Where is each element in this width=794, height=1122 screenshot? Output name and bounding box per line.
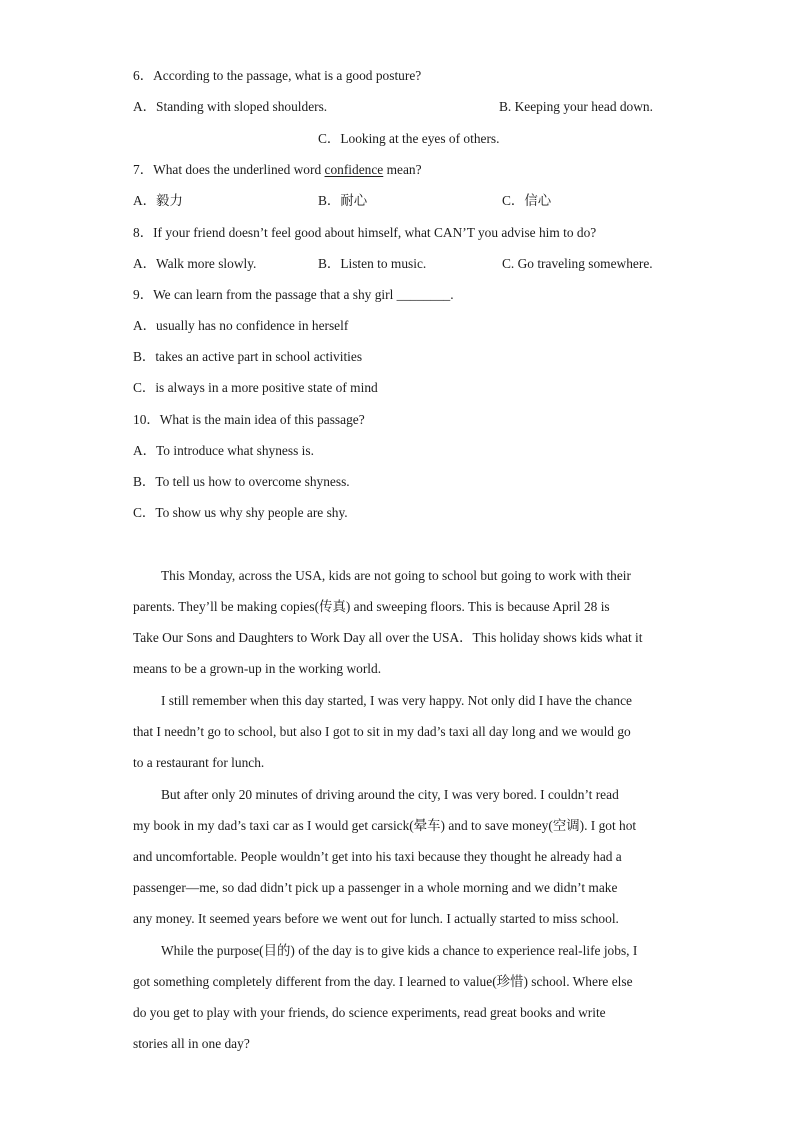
question-7-option-a: A．毅力 xyxy=(133,193,183,208)
passage-line: and uncomfortable. People wouldn’t get into his taxi because they thought he already had a xyxy=(133,849,622,864)
question-6-stem: 6．According to the passage, what is a good posture? xyxy=(133,68,422,83)
question-10-stem: 10．What is the main idea of this passage? xyxy=(133,412,365,427)
question-8-option-b: B．Listen to music. xyxy=(318,256,427,271)
passage-line: any money. It seemed years before we went out for lunch. I actually started to miss school. xyxy=(133,911,619,926)
question-6-option-a: A．Standing with sloped shoulders. xyxy=(133,99,328,114)
passage-line: parents. They’ll be making copies(传真) and sweeping floors. This is because April 28 is xyxy=(133,599,610,614)
question-9-option-c: C．is always in a more positive state of mind xyxy=(133,380,378,395)
question-10-option-a: A．To introduce what shyness is. xyxy=(133,443,314,458)
passage-line: But after only 20 minutes of driving around the city, I was very bored. I couldn’t read xyxy=(161,787,619,802)
question-7-option-b: B．耐心 xyxy=(318,193,368,208)
question-10-option-c: C．To show us why shy people are shy. xyxy=(133,505,348,520)
passage-line: While the purpose(目的) of the day is to give kids a chance to experience real-life jobs, I xyxy=(161,943,638,958)
question-9-option-b: B．takes an active part in school activities xyxy=(133,349,363,364)
passage-line: got something completely different from the day. I learned to value(珍惜) school. Where else xyxy=(133,974,633,989)
question-8-stem: 8．If your friend doesn’t feel good about himself, what CAN’T you advise him to do? xyxy=(133,225,597,240)
passage-line: Take Our Sons and Daughters to Work Day all over the USA．This holiday shows kids what it xyxy=(133,630,643,645)
passage-line: stories all in one day? xyxy=(133,1036,250,1051)
passage-line: my book in my dad’s taxi car as I would get carsick(晕车) and to save money(空调). I got hot xyxy=(133,818,637,833)
question-6-option-b: B. Keeping your head down. xyxy=(499,99,653,114)
question-6-option-c: C．Looking at the eyes of others. xyxy=(318,131,500,146)
passage-line: that I needn’t go to school, but also I got to sit in my dad’s taxi all day long and we would go xyxy=(133,724,631,739)
underlined-word: confidence xyxy=(324,162,384,177)
question-10-option-b: B．To tell us how to overcome shyness. xyxy=(133,474,350,489)
question-9-stem: 9．We can learn from the passage that a shy girl ________. xyxy=(133,287,454,302)
question-7-stem: 7．What does the underlined word confidence mean? xyxy=(133,162,422,177)
question-8-option-a: A．Walk more slowly. xyxy=(133,256,257,271)
passage-line: do you get to play with your friends, do science experiments, read great books and write xyxy=(133,1005,606,1020)
question-7-option-c: C．信心 xyxy=(502,193,552,208)
passage-line: This Monday, across the USA, kids are not going to school but going to work with their xyxy=(161,568,631,583)
passage-line: passenger—me, so dad didn’t pick up a passenger in a whole morning and we didn’t make xyxy=(133,880,618,895)
passage-line: to a restaurant for lunch. xyxy=(133,755,265,770)
question-9-option-a: A．usually has no confidence in herself xyxy=(133,318,349,333)
passage-line: I still remember when this day started, I was very happy. Not only did I have the chance xyxy=(161,693,633,708)
question-8-option-c: C. Go traveling somewhere. xyxy=(502,256,653,271)
passage-line: means to be a grown-up in the working world. xyxy=(133,661,382,676)
